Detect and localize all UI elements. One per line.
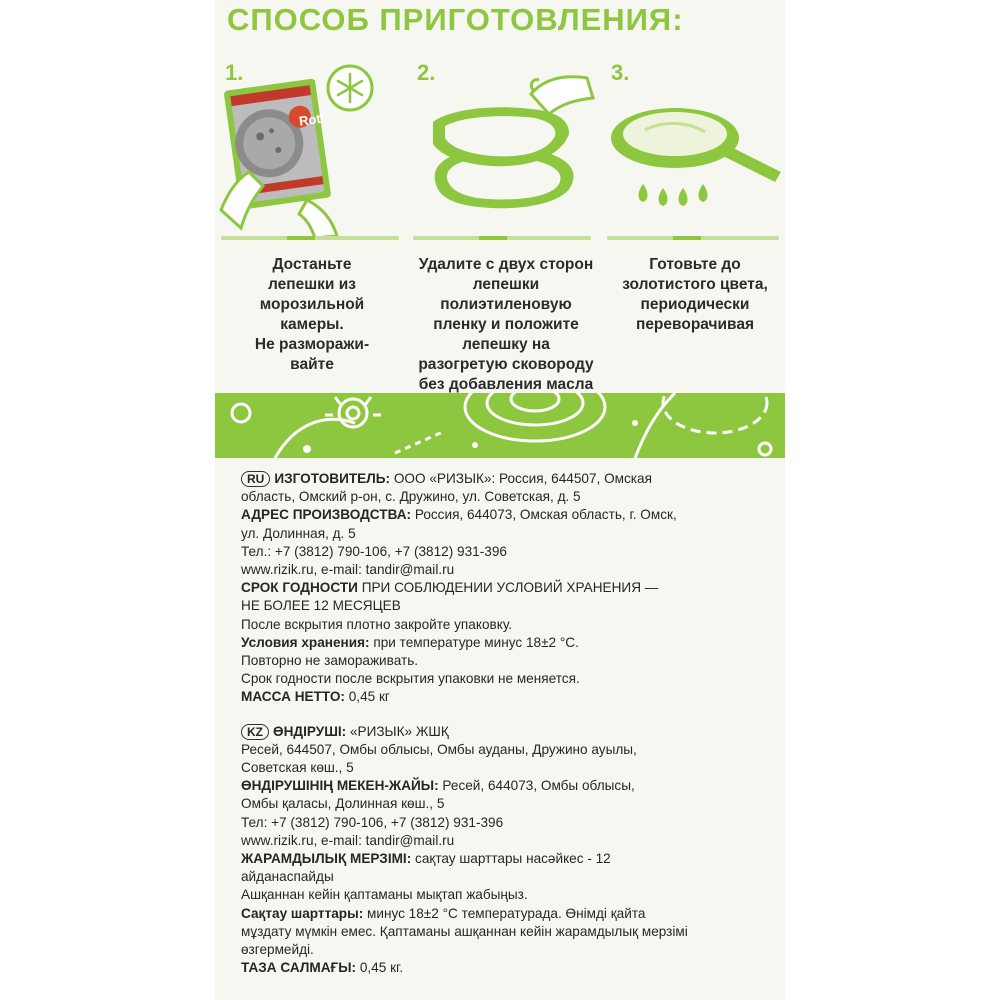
ru-maker-line: RU ИЗГОТОВИТЕЛЬ: ООО «РИЗЫК»: Россия, 644507, Омская (241, 470, 781, 488)
ornament-band (215, 393, 785, 458)
step-divider (413, 236, 591, 240)
ru-website: www.rizik.ru, e-mail: tandir@mail.ru (241, 562, 455, 578)
step-2-text: Удалите с двух сторон лепешки полиэтиленовую пленку и положите лепешку на разогретую сковороду без добавления масла (418, 256, 594, 393)
frying-pan-icon (605, 60, 785, 240)
step-3 (605, 60, 785, 240)
package-brand: Roti (298, 110, 326, 129)
step-divider (221, 236, 399, 240)
kz-phone: Тел: +7 (3812) 790-106, +7 (3812) 931-396 (241, 814, 504, 830)
flame-icon (639, 184, 708, 206)
kz-maker-line: KZ ӨНДІРУШІ: «РИЗЫК» ЖШҚ (241, 723, 781, 741)
hands-package-illustration (219, 60, 405, 240)
step-divider (607, 236, 779, 240)
ru-badge: RU (241, 471, 270, 487)
step-1-text: Достаньте лепешки из морозильной камеры. Не разморажи- вайте (254, 256, 370, 373)
flatbread-film-icon (411, 60, 597, 240)
product-info: RU ИЗГОТОВИТЕЛЬ: ООО «РИЗЫК»: Россия, 644507, Омская область, Омский р-он, с. Дружино, ул. Советская, д. 5 АДРЕС ПРОИЗВОДСТВА: Россия, 644073, Омская область, г. Омск, ул. Долинная, д. 5 Тел.: +7 (3812) 790-106, +7 (3812) 931-396 www.rizik.ru, e-mail: tandir@mail.ru СРОК ГОДНОСТИ ПРИ СОБЛЮДЕНИИ УСЛОВИЙ ХРАНЕНИЯ — НЕ БОЛЕЕ 12 МЕСЯЦЕВ После вскрытия плотно закройте упаковку. Условия хранения: при температуре минус 18±2 °С. Повторно не замораживать. Срок годности после вскрытия упаковки не меняется. МАССА НЕТТО: 0,45 кг KZ ӨНДІРУШІ: «РИЗЫК» ЖШҚ Ресей, 644507, Омбы облысы, Омбы ауданы, Дружино ауылы, Советская көш., 5 ӨНДІРУШІНІҢ МЕКЕН-ЖАЙЫ: Ресей, 644073, Омбы облысы, Омбы қаласы, Долинная көш., 5 Тел: +7 (3812) 790-106, +7 (3812) 931-396 www.rizik.ru, e-mail: tandir@mail.ru ЖАРАМДЫЛЫҚ МЕРЗІМІ: сақтау шарттары насәйкес - 12 айданаспайды Ашқаннан кейін қаптаманы мықтап жабыңыз. Сақтау шарттары: минус 18±2 °С температурада. Өнімді қайта мұздату мүмкін емес. Қаптаманы ашқаннан кейін жарамдылық мерзімі өзгермейді. ТАЗА САЛМАҒЫ: 0,45 кг. (241, 470, 781, 977)
step-1 (219, 60, 405, 240)
ornament-pattern (215, 393, 785, 458)
step-number-3: 3. (611, 60, 630, 85)
step-3-text: Готовьте до золотистого цвета, периодически переворачивая (622, 256, 768, 333)
snowflake-icon (328, 66, 372, 110)
kz-badge: KZ (241, 724, 269, 740)
step-number-2: 2. (417, 60, 436, 85)
ru-phone: Тел.: +7 (3812) 790-106, +7 (3812) 931-396 (241, 543, 507, 559)
step-2 (411, 60, 597, 240)
kz-website: www.rizik.ru, e-mail: tandir@mail.ru (241, 832, 455, 848)
step-number-1: 1. (225, 60, 244, 85)
page-title: СПОСОБ ПРИГОТОВЛЕНИЯ: (227, 2, 684, 37)
product-label (215, 0, 785, 1000)
